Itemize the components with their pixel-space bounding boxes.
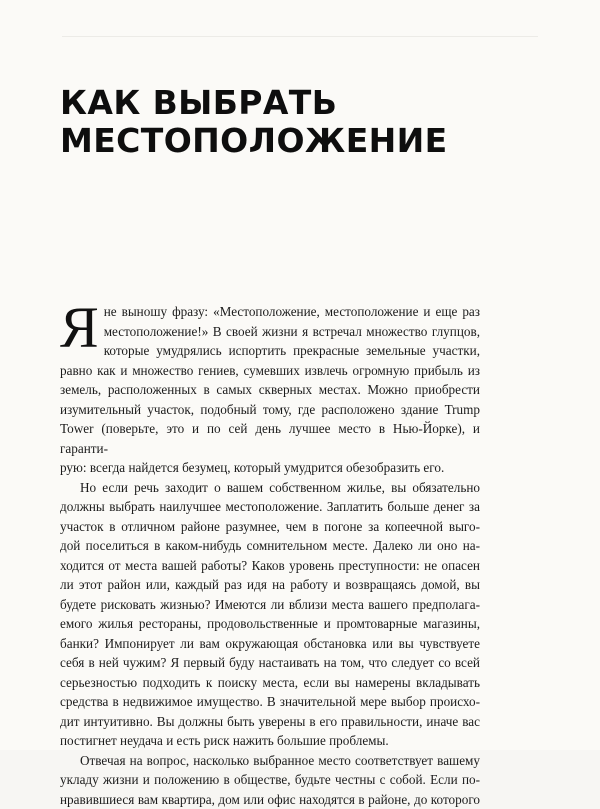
paragraph-line: местоположение!» В своей жизни я встречал множество глупцов, [60,322,480,342]
paragraph-line: дит интуитивно. Вы должны быть уверены в его правильности, иначе вас [60,712,480,732]
paragraph-line: емого жилья рестораны, продовольственные и промтоварные магазины, [60,614,480,634]
paragraph-line: серьезностью подходить к поиску места, если вы намерены вкладывать [60,673,480,693]
paragraph-line: которые умудрялись испортить прекрасные земельные участки, [60,341,480,361]
chapter-title-line-2: МЕСТОПОЛОЖЕНИЕ [60,122,520,160]
paragraph-line: Но если речь заходит о вашем собственном жилье, вы обязательно [60,478,480,498]
paragraph-line: постигнет неудача и есть риск нажить большие проблемы. [60,731,480,751]
paragraph-line: рую: всегда найдется безумец, который умудрится обезобразить его. [60,458,480,478]
drop-cap: Я [60,306,99,350]
paragraph-line: Отвечая на вопрос, насколько выбранное место соответствует вашему [60,751,480,771]
paragraph-line: нравившиеся вам квартира, дом или офис находятся в районе, до которого [60,790,480,809]
paragraph-line: дой поселиться в каком-нибудь сомнительном месте. Далеко ли оно на- [60,536,480,556]
paragraph-1 [60,302,480,478]
paragraph-line: ходится от места вашей работы? Каков уровень преступности: не опасен [60,556,480,576]
paragraph-line: средства в недвижимое имущество. В значительной мере выбор происхо- [60,692,480,712]
paragraph-line: равно как и множество гениев, сумевших извлечь огромную прибыль из [60,361,480,381]
paragraph-line: себя в ней чужим? Я первый буду настаивать на том, что следует со всей [60,653,480,673]
body-text [60,302,480,809]
paragraph-2 [60,478,480,751]
paragraph-line: изумительный участок, подобный тому, где расположено здание Trump [60,400,480,420]
paragraph-line: должны выбрать наилучшее местоположение. Заплатить больше денег за [60,497,480,517]
paragraph-line: земель, расположенных в самых скверных местах. Можно приобрести [60,380,480,400]
paragraph-line: ли этот район или, каждый раз идя на работу и возвращаясь домой, вы [60,575,480,595]
paragraph-3 [60,751,480,809]
paragraph-line: не выношу фразу: «Местоположение, местоположение и еще раз [60,302,480,322]
chapter-title [60,84,520,160]
paragraph-line: участок в отличном районе разумнее, чем в погоне за копеечной выго- [60,517,480,537]
running-header-rule [62,36,538,37]
paragraph-line: Tower (поверьте, это и по сей день лучшее место в Нью-Йорке), и гаранти- [60,419,480,458]
paragraph-line: будете рисковать жизнью? Имеются ли вблизи места вашего предполага- [60,595,480,615]
paragraph-line: укладу жизни и положению в обществе, будьте честны с собой. Если по- [60,770,480,790]
paragraph-line: банки? Импонирует ли вам окружающая обстановка или вы чувствуете [60,634,480,654]
chapter-title-line-1: КАК ВЫБРАТЬ [60,84,520,122]
